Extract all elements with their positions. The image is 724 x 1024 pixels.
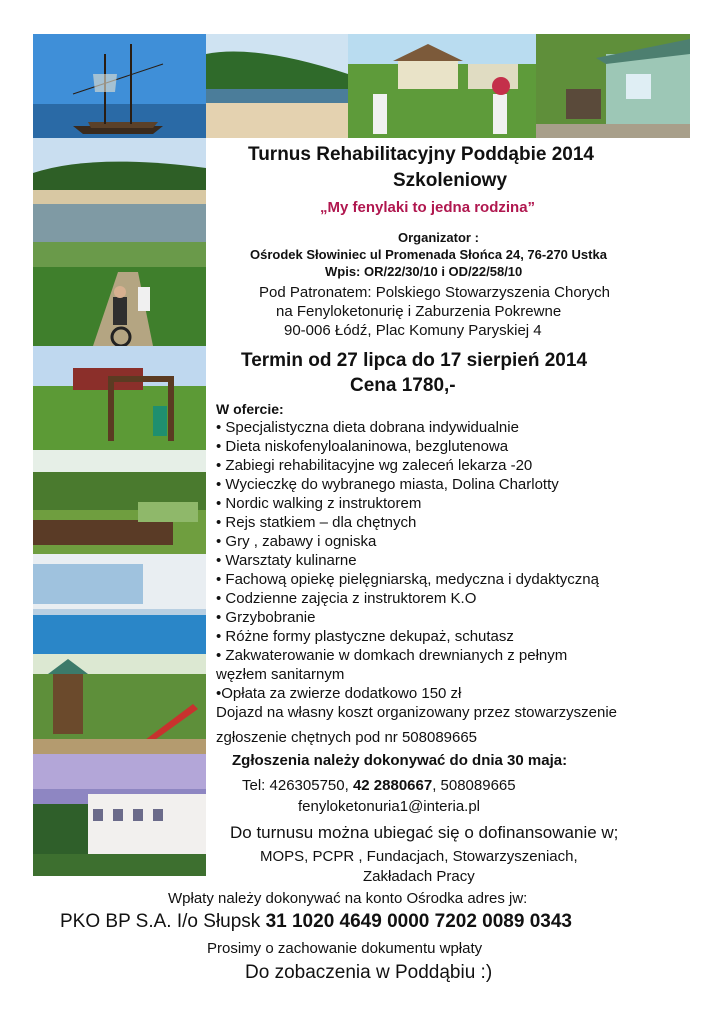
patronage-line-3: 90-006 Łódź, Plac Komuny Paryskiej 4 [284,322,542,339]
funding-line-2: MOPS, PCPR , Fundacjach, Stowarzyszeniach, [260,848,578,865]
motto: „My fenylaki to jedna rodzina” [320,199,536,216]
phone-suffix: , 508089665 [432,777,516,794]
offer-item: • Fachową opiekę pielęgniarską, medyczna i dydaktyczną [216,571,599,588]
offer-item: • Codzienne zajęcia z instruktorem K.O [216,590,477,607]
offer-item: • Różne formy plastyczne dekupaż, schutasz [216,628,514,645]
offer-phone-note: zgłoszenie chętnych pod nr 508089665 [216,729,478,746]
registration-phones [242,777,516,794]
patronage-line-2: na Fenyloketonurię i Zaburzenia Pokrewne [276,303,562,320]
registration-deadline: Zgłoszenia należy dokonywać do dnia 30 maja: [232,752,568,769]
term-price: Cena 1780,- [350,375,456,396]
page-subtitle: Szkoleniowy [393,170,508,191]
payment-intro: Wpłaty należy dokonywać na konto Ośrodka adres jw: [168,890,528,907]
photo-sailing-ship [33,34,206,138]
offer-item: węzłem sanitarnym [216,666,345,683]
offer-item: Dojazd na własny koszt organizowany przez stowarzyszenie [216,704,618,721]
payment-account [60,911,572,933]
bank-name: PKO BP S.A. I/o Słupsk [60,911,266,932]
registration-email: fenyloketonuria1@interia.pl [298,798,480,815]
offer-heading: W ofercie: [216,401,284,417]
payment-keep-note: Prosimy o zachowanie dokumentu wpłaty [207,940,483,957]
offer-item: • Rejs statkiem – dla chętnych [216,514,417,531]
organizer-registry: Wpis: OR/22/30/10 i OD/22/58/10 [325,264,523,279]
goodbye-text: Do zobaczenia w Poddąbiu :) [245,962,493,983]
photo-green-cabin [536,34,690,138]
offer-item: • Zabiegi rehabilitacyjne wg zaleceń lekarza -20 [216,457,533,474]
photo-slide-playground [33,654,206,754]
organizer-name: Ośrodek Słowiniec ul Promenada Słońca 24, 76-270 Ustka [250,247,607,262]
phone-prefix: Tel: 426305750, [242,777,353,794]
photo-beach [206,34,348,138]
offer-item: • Dieta niskofenyloalaninowa, bezglutenowa [216,438,509,455]
offer-item: • Warsztaty kulinarne [216,552,357,569]
funding-line-1: Do turnusu można ubiegać się o dofinansowanie w; [230,823,619,842]
page-title: Turnus Rehabilitacyjny Poddąbie 2014 [248,144,594,165]
phone-bold: 42 2880667 [352,777,433,794]
offer-item: • Gry , zabawy i ogniska [216,533,377,550]
offer-item: • Zakwaterowanie w domkach drewnianych z pełnym [216,647,568,664]
photo-cycling [33,242,206,346]
photo-resort-building [33,754,206,876]
account-number: 31 1020 4649 0000 7202 0089 0343 [265,911,572,932]
term-dates: Termin od 27 lipca do 17 sierpień 2014 [241,350,588,371]
offer-item: • Nordic walking z instruktorem [216,495,422,512]
photo-forest-fence [33,450,206,554]
photo-cabins-garden [348,34,536,138]
photo-seaside-swim [33,138,206,242]
offer-item: • Grzybobranie [216,609,316,626]
organizer-label: Organizator : [398,230,479,245]
offer-item: • Wycieczkę do wybranego miasta, Dolina Charlotty [216,476,559,493]
offer-item: •Opłata za zwierze dodatkowo 150 zł [216,685,462,702]
offer-item: • Specjalistyczna dieta dobrana indywidualnie [216,419,519,436]
patronage-line-1: Pod Patronatem: Polskiego Stowarzyszenia Chorych [259,284,611,301]
photo-playground [33,346,206,450]
funding-line-3: Zakładach Pracy [363,868,475,885]
photo-indoor-pool [33,554,206,654]
